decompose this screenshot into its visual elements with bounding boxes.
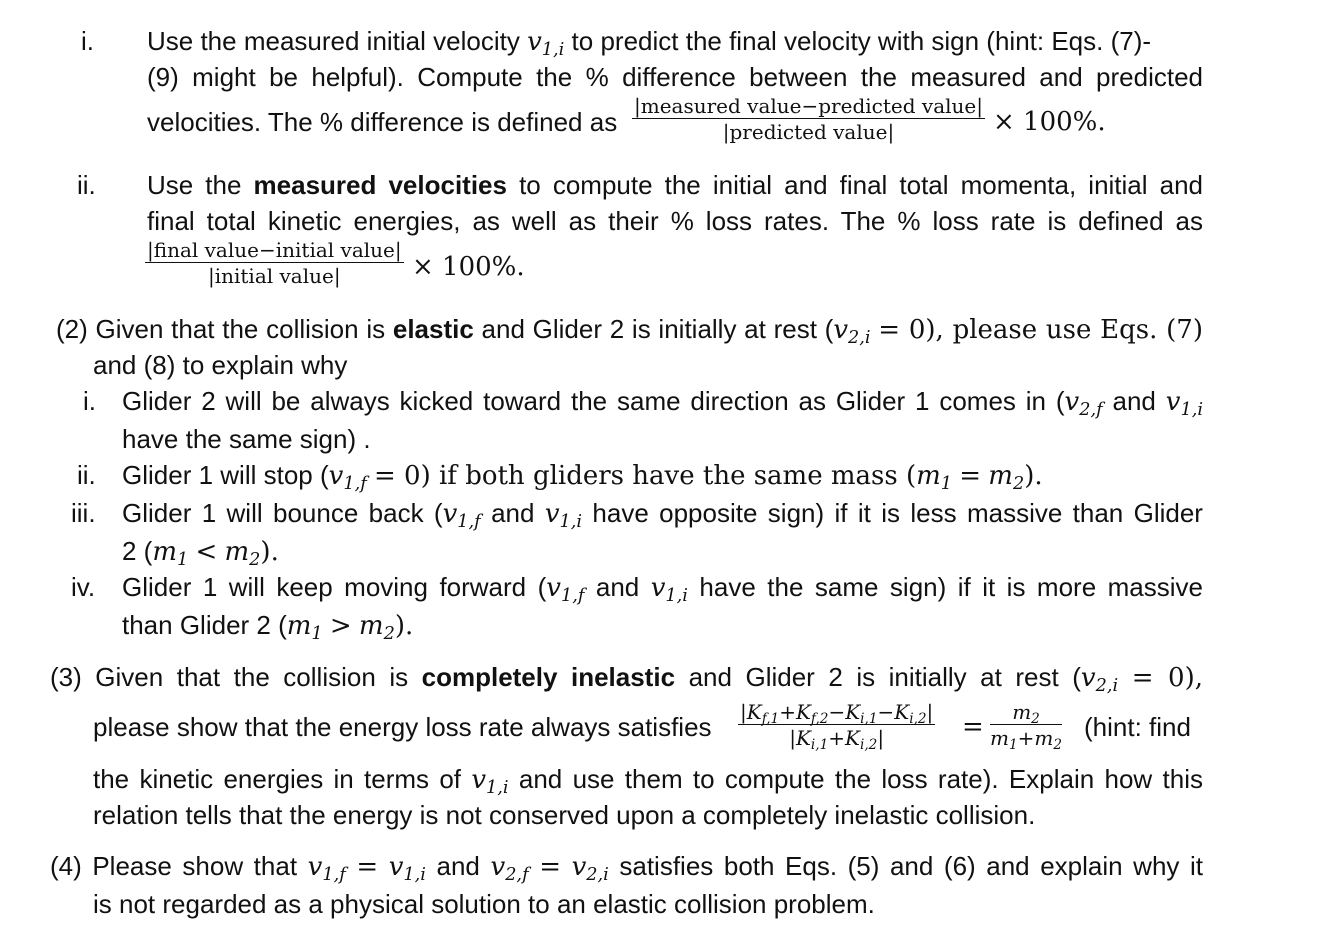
q2-line-2: and (8) to explain why: [93, 350, 348, 380]
item-i-line-1: [147, 26, 1152, 60]
q4-line-2: is not regarded as a physical solution to an elastic collision problem.: [93, 889, 875, 919]
item-ii-line-1: Use the measured velocities to compute the initial and final total momenta, initial and: [147, 170, 1203, 200]
item-i-line-2: (9) might be helpful). Compute the % difference between the measured and predicted: [147, 62, 1203, 92]
times-100-percent: × 100%.: [412, 252, 525, 282]
q2-iii-marker: iii.: [71, 498, 96, 528]
q4-line-1: (4) Please show that $v_{1,f} = v_{1,i}$ and $v_{2,f} = v_{2,i}$ satisfies both Eqs. (5) and (6) and explain why it: [50, 851, 1203, 885]
q2-iii-line-2: 2 $(m_1 < m_2)$.: [122, 536, 279, 570]
text: Use the measured initial velocity: [147, 26, 520, 56]
percent-difference-fraction: |measured value−predicted value| |predicted value|: [634, 94, 983, 144]
q2-ii-line: Glider 1 will stop $(v_{1,f} = 0)$ if both gliders have the same mass $(m_1 = m_2)$.: [122, 460, 1043, 494]
item-i-line-3: velocities. The % difference is defined as: [147, 107, 618, 137]
velocity-v1i: $v_{1,i}$: [527, 27, 565, 60]
times-100-percent: × 100%.: [993, 107, 1106, 137]
q2-iii-line-1: Glider 1 will bounce back ($v_{1,f}$ and $v_{1,i}$ have opposite sign) if it is less massive than Glider: [122, 498, 1203, 532]
equals-sign: =: [962, 712, 984, 742]
energy-loss-fraction: [738, 700, 935, 751]
q2-ii-marker: ii.: [77, 460, 96, 490]
percent-loss-fraction: |final value−initial value| |initial value|: [147, 238, 402, 288]
energy-loss-denominator: $|K_{i,1}+K_{i,2}|$: [789, 726, 885, 753]
q3-line-1: (3) Given that the collision is completely inelastic and Glider 2 is initially at rest $(v_{2,i} = 0)$,: [50, 662, 1203, 696]
q2-i-line-2: have the same sign) .: [122, 424, 371, 454]
item-i-marker: i.: [81, 26, 94, 56]
q3-line-2: please show that the energy loss rate always satisfies: [93, 712, 712, 742]
energy-loss-numerator: $|K_{f,1}+K_{f,2}-K_{i,1}-K_{i,2}|$: [740, 700, 934, 727]
q2-iv-marker: iv.: [71, 572, 96, 602]
item-ii-marker: ii.: [77, 170, 96, 200]
item-ii-line-2: final total kinetic energies, as well as their % loss rates. The % loss rate is defined as: [147, 206, 1203, 236]
q2-i-marker: i.: [83, 386, 96, 416]
q3-line-3: the kinetic energies in terms of $v_{1,i}$ and use them to compute the loss rate). Explain how this: [93, 764, 1203, 798]
q2-line-1: (2) Given that the collision is elastic and Glider 2 is initially at rest $(v_{2,i} = 0)$, please use Eqs. (7): [56, 314, 1203, 348]
q3-line-4: relation tells that the energy is not conserved upon a completely inelastic collision.: [93, 800, 1036, 830]
q2-iv-line-2: than Glider 2 $(m_1 > m_2)$.: [122, 610, 414, 644]
q2-iv-line-1: Glider 1 will keep moving forward ($v_{1,f}$ and $v_{1,i}$ have the same sign) if it is more massive: [122, 572, 1203, 606]
q3-hint: (hint: find: [1084, 712, 1191, 742]
mass-ratio-fraction: $\frac{m_2}{m_1+m_2}$: [990, 700, 1063, 753]
text: to predict the final velocity with sign (hint: Eqs. (7)-: [571, 26, 1152, 56]
q2-i-line-1: Glider 2 will be always kicked toward the same direction as Glider 1 comes in ($v_{2,f}$ and $v_{1,i}$: [122, 386, 1203, 420]
